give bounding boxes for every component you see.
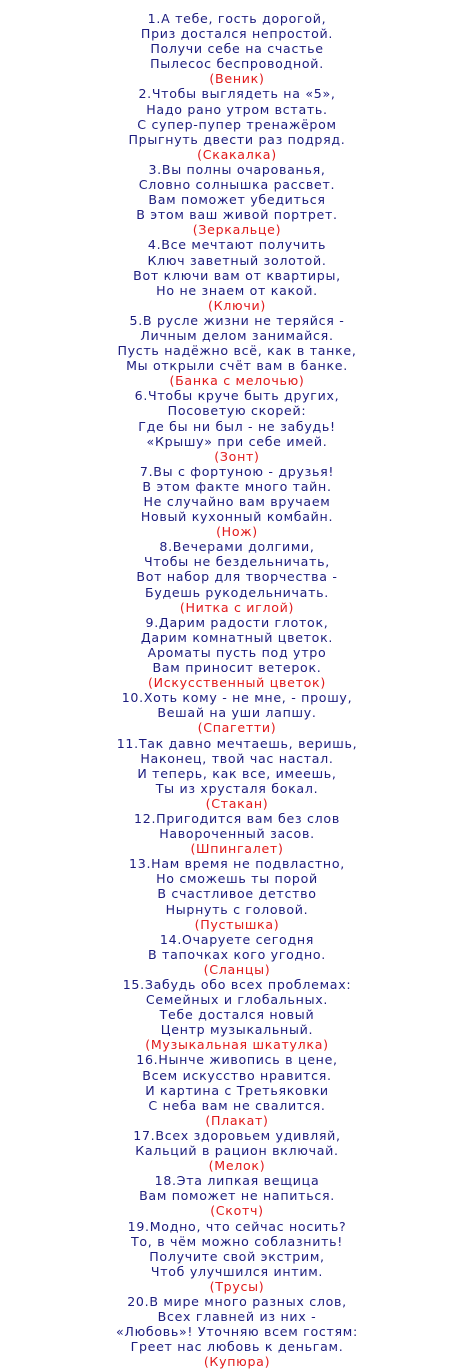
verse-line: 15.Забудь обо всех проблемах: (122, 977, 352, 992)
verse-line: Нырнуть с головой. (165, 901, 309, 917)
gift-verse-15 (0, 977, 474, 1052)
gift-verse-3 (0, 162, 474, 237)
verse-line: 9.Дарим радости глоток, (145, 614, 329, 630)
gift-answer: (Шпингалет) (190, 841, 284, 857)
gift-answer: (Стакан) (205, 795, 269, 811)
gift-verse-18 (0, 1173, 474, 1218)
verse-line: Ароматы пусть под утро (147, 644, 327, 660)
gift-answer: (Нитка с иглой) (179, 599, 295, 615)
verse-line: 6.Чтобы круче быть других, (134, 388, 340, 404)
gift-answer: (Банка с мелочью) (169, 373, 305, 389)
verse-line: Получи себе на счастье (150, 41, 324, 57)
verse-line: Дарим комнатный цветок. (140, 629, 334, 645)
verse-line: 13.Нам время не подвластно, (129, 856, 345, 872)
verse-line: Вешай на уши лапшу. (157, 705, 317, 721)
verse-line: Кальций в рацион включай. (135, 1143, 339, 1159)
gift-verse-19 (0, 1219, 474, 1294)
gift-verse-1 (0, 11, 474, 86)
verse-line: С неба вам не свалится. (148, 1097, 326, 1113)
gift-answer: (Спагетти) (197, 720, 277, 736)
verse-line: 20.В мире много разных слов, (127, 1293, 347, 1309)
verse-line: 14.Очаруете сегодня (159, 931, 315, 947)
verse-line: Пусть надёжно всё, как в танке, (117, 343, 357, 359)
verse-line: 5.В русле жизни не теряйся - (129, 312, 345, 328)
gift-answer: (Веник) (209, 71, 265, 87)
verse-line: Всех главней из них - (157, 1309, 317, 1325)
gift-verse-12 (0, 811, 474, 856)
verse-line: В этом факте много тайн. (142, 478, 332, 494)
verse-line: Центр музыкальный. (160, 1022, 314, 1038)
gift-answer: (Сланцы) (203, 961, 271, 977)
verse-line: Пылесос беспроводной. (150, 56, 324, 72)
gift-verse-14 (0, 932, 474, 977)
verse-line: Прыгнуть двести раз подряд. (128, 131, 346, 147)
verse-line: 3.Вы полны очарованья, (148, 161, 326, 177)
verse-line: 10.Хоть кому - не мне, - прошу, (121, 690, 353, 706)
verse-line: Получите свой экстрим, (149, 1248, 325, 1264)
verse-line: В этом ваш живой портрет. (136, 207, 338, 223)
verse-line: Вам приносит ветерок. (152, 660, 322, 676)
verse-line: Семейных и глобальных. (145, 992, 329, 1008)
verse-line: «Любовь»! Уточняю всем гостям: (116, 1324, 358, 1340)
gift-answer: (Скотч) (210, 1203, 264, 1219)
gift-verse-4 (0, 237, 474, 312)
verse-line: 12.Пригодится вам без слов (134, 810, 340, 826)
verse-line: Вот набор для творчества - (136, 569, 338, 585)
verse-line: 1.А тебе, гость дорогой, (147, 11, 327, 26)
gift-answer: (Мелок) (208, 1158, 266, 1174)
verse-line: Ты из хрусталя бокал. (155, 780, 319, 796)
verse-line: 8.Вечерами долгими, (159, 539, 315, 555)
gift-answer: (Купюра) (203, 1354, 271, 1369)
verse-line: Надо рано утром встать. (146, 101, 328, 117)
verse-line: Вам поможет не напиться. (139, 1188, 335, 1204)
verse-line: 11.Так давно мечтаешь, веришь, (116, 735, 358, 751)
verse-line: Не случайно вам вручаем (143, 494, 331, 509)
verse-line: 4.Все мечтают получить (147, 237, 327, 253)
gift-verse-7 (0, 464, 474, 539)
verse-line: Словно солнышка рассвет. (138, 177, 336, 193)
verse-line: Всем искусство нравится. (142, 1067, 332, 1083)
gift-answer: (Нож) (216, 524, 258, 540)
gift-verse-17 (0, 1128, 474, 1173)
gift-answer: (Музыкальная шкатулка) (145, 1037, 329, 1053)
verse-line: Будешь рукодельничать. (145, 584, 329, 600)
gift-verse-8 (0, 539, 474, 614)
gift-verse-16 (0, 1052, 474, 1127)
gift-verse-20 (0, 1294, 474, 1369)
verse-line: То, в чём можно соблазнить! (131, 1233, 343, 1249)
verse-line: Ключ заветный золотой. (147, 252, 327, 268)
gift-answer: (Скакалка) (197, 146, 277, 162)
gift-answer: (Зеркальце) (192, 222, 282, 238)
verse-line: Приз достался непростой. (140, 26, 334, 42)
verse-line: В тапочках кого угодно. (147, 946, 327, 962)
gift-verse-2 (0, 86, 474, 161)
verse-line: «Крышу» при себе имей. (146, 433, 328, 449)
verse-line: Где бы ни был - не забудь! (138, 418, 336, 434)
verse-line: Вам поможет убедиться (148, 192, 326, 208)
verse-line: Личным делом занимайся. (140, 327, 334, 343)
verse-line: И картина с Третьяковки (145, 1082, 329, 1098)
verse-line: Наконец, твой час настал. (140, 750, 334, 766)
verse-line: Вот ключи вам от квартиры, (133, 267, 341, 283)
gift-verse-11 (0, 736, 474, 811)
gift-verse-6 (0, 388, 474, 463)
verse-line: 19.Модно, что сейчас носить? (127, 1218, 347, 1234)
gift-answer: (Плакат) (205, 1112, 269, 1128)
gift-verse-5 (0, 313, 474, 388)
verse-line: Посоветую скорей: (167, 403, 307, 419)
verse-line: В счастливое детство (157, 886, 317, 902)
verse-line: Тебе достался новый (159, 1007, 315, 1023)
verse-line: Чтобы не бездельничать, (144, 554, 330, 570)
verse-line: 7.Вы с фортуною - друзья! (139, 463, 335, 479)
gift-answer: (Ключи) (208, 297, 266, 313)
verse-line: Греет нас любовь к деньгам. (130, 1339, 344, 1355)
gift-verse-13 (0, 856, 474, 931)
gift-verse-10 (0, 690, 474, 735)
verse-line: Чтоб улучшился интим. (150, 1263, 324, 1279)
verse-line: 17.Всех здоровьем удивляй, (133, 1127, 341, 1143)
gift-answer: (Пустышка) (194, 916, 280, 932)
gift-answer: (Зонт) (214, 448, 260, 464)
verse-line: Новый кухонный комбайн. (140, 509, 334, 525)
verse-line: 2.Чтобы выглядеть на «5», (138, 86, 336, 102)
gift-verse-9 (0, 615, 474, 690)
verse-line: Но не знаем от какой. (156, 282, 318, 298)
verse-line: Мы открыли счёт вам в банке. (126, 358, 348, 374)
verse-line: 18.Эта липкая вещица (154, 1173, 320, 1189)
verse-line: С супер-пупер тренажёром (137, 116, 337, 132)
verse-line: 16.Нынче живопись в цене, (136, 1052, 338, 1068)
gift-answer: (Трусы) (209, 1278, 265, 1294)
verse-line: И теперь, как все, имеешь, (137, 765, 337, 781)
verse-line: Навороченный засов. (159, 826, 315, 842)
verse-line: Но сможешь ты порой (156, 871, 318, 887)
gift-answer: (Искусственный цветок) (148, 675, 326, 691)
